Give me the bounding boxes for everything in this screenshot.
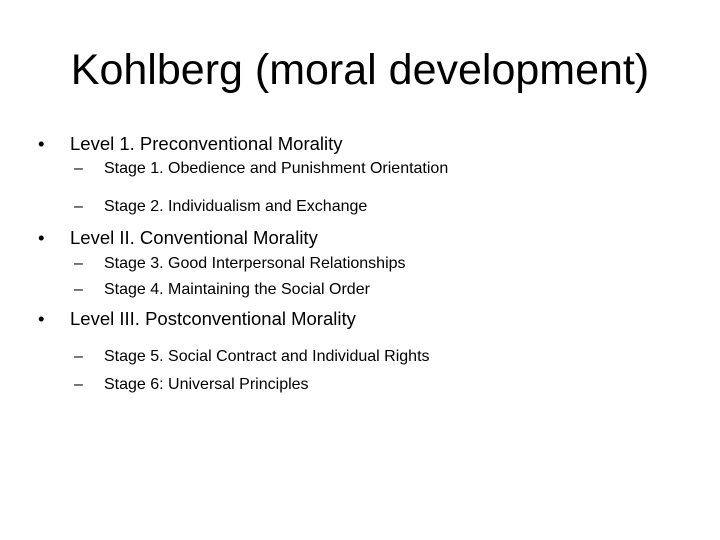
bullet-icon: •: [38, 308, 45, 329]
bullet-icon: •: [38, 227, 45, 248]
level-item-3: [38, 308, 718, 330]
stage-label: Stage 1. Obedience and Punishment Orientation: [104, 160, 449, 177]
stage-label: Stage 5. Social Contract and Individual Rights: [104, 348, 430, 365]
stage-item-6: [74, 375, 714, 395]
stage-item-3: [74, 254, 714, 274]
dash-icon: –: [74, 198, 83, 215]
dash-icon: –: [74, 376, 83, 393]
dash-icon: –: [74, 160, 83, 177]
stage-label: Stage 2. Individualism and Exchange: [104, 198, 368, 215]
slide-title: Kohlberg (moral development): [70, 46, 650, 94]
stage-label: Stage 4. Maintaining the Social Order: [104, 281, 370, 298]
stage-label: Stage 6: Universal Principles: [104, 376, 309, 393]
dash-icon: –: [74, 348, 83, 365]
dash-icon: –: [74, 255, 83, 272]
level-label: Level II. Conventional Morality: [70, 227, 318, 248]
stage-item-5: [74, 347, 714, 367]
level-item-2: [38, 227, 718, 249]
stage-label: Stage 3. Good Interpersonal Relationships: [104, 255, 406, 272]
level-item-1: [38, 133, 718, 155]
bullet-icon: •: [38, 133, 45, 154]
stage-item-2: [74, 197, 714, 217]
stage-item-1: [74, 159, 714, 179]
level-label: Level III. Postconventional Morality: [70, 308, 356, 329]
dash-icon: –: [74, 281, 83, 298]
level-label: Level 1. Preconventional Morality: [70, 133, 343, 154]
stage-item-4: [74, 280, 714, 300]
